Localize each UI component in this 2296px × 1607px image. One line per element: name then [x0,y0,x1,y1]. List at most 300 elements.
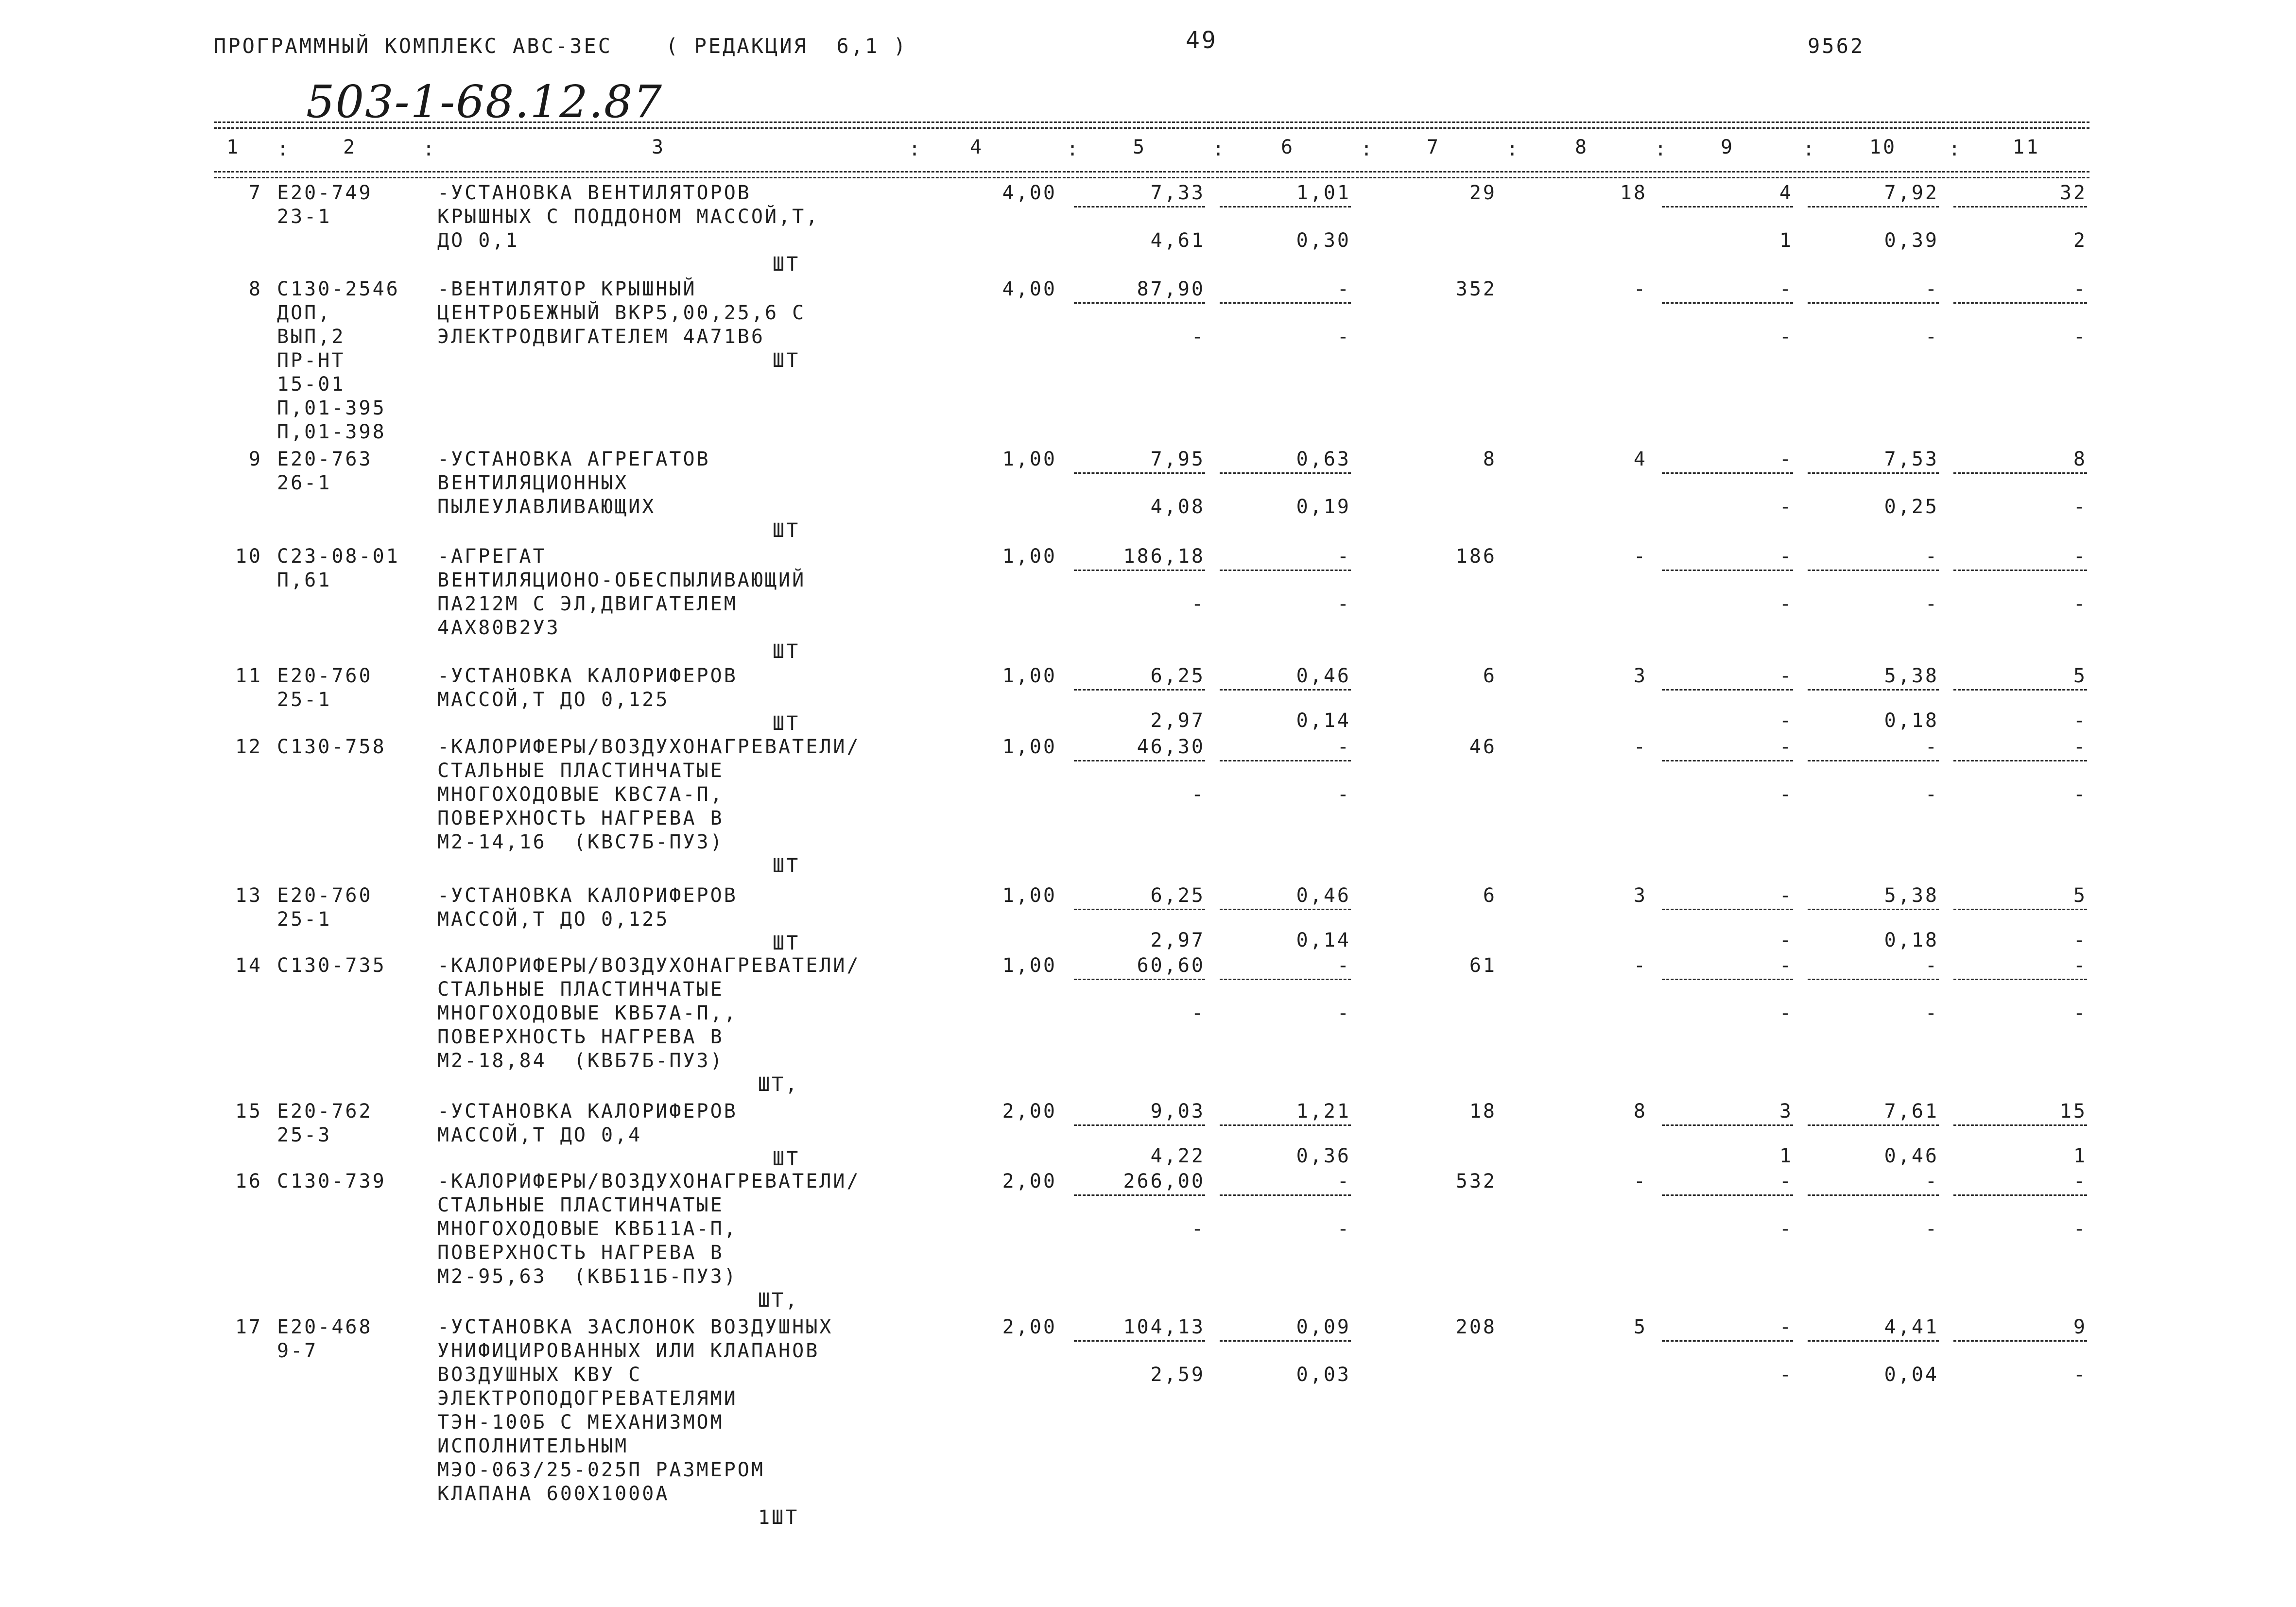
fraction-rule-col10 [1808,472,1939,474]
fraction-rule-col5 [1074,472,1205,474]
column-separator: : [1655,138,1669,160]
cell-col6-lower: - [1337,593,1351,615]
cell-col11: 5 [2073,884,2087,907]
fraction-rule-col6 [1220,1340,1351,1342]
cell-col6: - [1337,954,1351,977]
header-top-rule-2 [214,127,2089,129]
row-description-line: ПОВЕРХНОСТЬ НАГРЕВА В [437,1242,724,1264]
row-code-line: 25-1 [277,908,332,931]
row-description-line: М2-18,84 (КВБ7Б-ПУ3) [437,1050,724,1072]
column-header-4: 4 [969,136,984,158]
cell-col8: - [1633,1170,1647,1192]
cell-col4: 2,00 [1002,1100,1057,1123]
cell-col10: 7,92 [1884,182,1939,204]
cell-col11: 5 [2073,665,2087,687]
cell-col10-lower: 0,46 [1884,1145,1939,1167]
column-separator: : [277,138,291,160]
cell-col11-lower: - [2073,1218,2087,1240]
cell-col10: - [1925,545,1939,568]
cell-col4: 1,00 [1002,884,1057,907]
cell-col5-lower: - [1191,783,1205,806]
row-unit: ШТ [773,712,800,735]
fraction-rule-col5 [1074,1124,1205,1126]
cell-col6-lower: - [1337,326,1351,348]
cell-col5-lower: - [1191,593,1205,615]
cell-col11-lower: - [2073,1002,2087,1024]
row-code-line: 25-3 [277,1124,332,1146]
fraction-rule-col11 [1953,206,2087,207]
cell-col9-lower: - [1779,1218,1793,1240]
cell-col5: 6,25 [1150,665,1205,687]
cell-col11: - [2073,278,2087,300]
cell-col6-lower: - [1337,1218,1351,1240]
cell-col4: 2,00 [1002,1170,1057,1192]
row-code-line: Е20-468 [277,1316,373,1338]
fraction-rule-col9 [1662,1340,1793,1342]
fraction-rule-col10 [1808,689,1939,691]
row-description-line: -УСТАНОВКА АГРЕГАТОВ [437,448,710,470]
row-description-line: ЭЛЕКТРОПОДОГРЕВАТЕЛЯМИ [437,1387,738,1410]
row-number: 8 [248,278,262,300]
fraction-rule-col11 [1953,689,2087,691]
cell-col9-lower: - [1779,709,1793,732]
cell-col6: - [1337,1170,1351,1192]
row-unit: ШТ, [758,1073,799,1096]
row-description-line: МНОГОХОДОВЫЕ КВБ11А-П, [437,1218,738,1240]
column-header-11: 11 [2012,136,2040,158]
cell-col11: 15 [2059,1100,2087,1123]
row-description-line: 4АХ80В2У3 [437,617,560,639]
column-header-10: 10 [1869,136,1897,158]
row-description-line: ИСПОЛНИТЕЛЬНЫМ [437,1435,629,1457]
row-code-line: С130-758 [277,736,386,758]
fraction-rule-col5 [1074,1194,1205,1196]
cell-col4: 1,00 [1002,545,1057,568]
row-number: 11 [235,665,262,687]
row-code-line: ВЫП,2 [277,326,345,348]
document-number: 9562 [1808,34,1865,58]
cell-col9: 3 [1779,1100,1793,1123]
cell-col9: - [1779,448,1793,470]
row-number: 15 [235,1100,262,1123]
fraction-rule-col5 [1074,909,1205,910]
cell-col6-lower: 0,14 [1296,929,1351,951]
cell-col7: 61 [1469,954,1497,977]
cell-col7: 352 [1455,278,1497,300]
fraction-rule-col10 [1808,1340,1939,1342]
cell-col6: - [1337,736,1351,758]
column-header-3: 3 [651,136,666,158]
cell-col5-lower: 2,59 [1150,1364,1205,1386]
cell-col7: 6 [1483,884,1497,907]
row-code-line: ПР-НТ [277,349,345,372]
cell-col10-lower: 0,18 [1884,929,1939,951]
fraction-rule-col5 [1074,1340,1205,1342]
cell-col9: 4 [1779,182,1793,204]
cell-col8: - [1633,278,1647,300]
cell-col11-lower: - [2073,929,2087,951]
cell-col4: 1,00 [1002,448,1057,470]
cell-col11: - [2073,736,2087,758]
row-description-line: М2-14,16 (КВС7Б-ПУ3) [437,831,724,853]
cell-col9-lower: - [1779,929,1793,951]
cell-col9-lower: - [1779,1002,1793,1024]
cell-col10: - [1925,736,1939,758]
row-code-line: ДОП, [277,302,332,324]
row-description-line: -КАЛОРИФЕРЫ/ВОЗДУХОНАГРЕВАТЕЛИ/ [437,1170,861,1192]
cell-col9-lower: - [1779,326,1793,348]
cell-col4: 4,00 [1002,278,1057,300]
column-header-9: 9 [1720,136,1735,158]
cell-col5: 266,00 [1123,1170,1205,1192]
cell-col10-lower: - [1925,783,1939,806]
row-description-line: КЛАПАНА 600Х1000А [437,1483,670,1505]
cell-col6: 0,46 [1296,665,1351,687]
row-description-line: ЭЛЕКТРОДВИГАТЕЛЕМ 4А71В6 [437,326,765,348]
cell-col10-lower: 0,39 [1884,229,1939,252]
row-description-line: -УСТАНОВКА КАЛОРИФЕРОВ [437,665,738,687]
cell-col10-lower: - [1925,1218,1939,1240]
column-header-2: 2 [343,136,357,158]
cell-col6: 1,21 [1296,1100,1351,1123]
cell-col11-lower: 2 [2073,229,2087,252]
cell-col11: 9 [2073,1316,2087,1338]
fraction-rule-col10 [1808,760,1939,761]
cell-col5: 60,60 [1137,954,1205,977]
cell-col11: 32 [2059,182,2087,204]
cell-col6-lower: 0,30 [1296,229,1351,252]
cell-col9: - [1779,1316,1793,1338]
cell-col10: 4,41 [1884,1316,1939,1338]
row-unit: ШТ, [758,1289,799,1312]
fraction-rule-col9 [1662,1194,1793,1196]
cell-col7: 532 [1455,1170,1497,1192]
column-separator: : [1949,138,1963,160]
row-code-line: 9-7 [277,1340,318,1362]
fraction-rule-col6 [1220,979,1351,980]
row-description-line: СТАЛЬНЫЕ ПЛАСТИНЧАТЫЕ [437,1194,724,1216]
fraction-rule-col6 [1220,909,1351,910]
cell-col7: 46 [1469,736,1497,758]
row-unit: 1ШТ [758,1506,799,1529]
cell-col6-lower: 0,14 [1296,709,1351,732]
column-separator: : [1212,138,1226,160]
fraction-rule-col10 [1808,909,1939,910]
column-separator: : [423,138,437,160]
fraction-rule-col11 [1953,302,2087,304]
cell-col5: 7,33 [1150,182,1205,204]
fraction-rule-col6 [1220,689,1351,691]
cell-col6-lower: - [1337,783,1351,806]
row-code-line: Е20-762 [277,1100,373,1123]
row-code-line: П,01-395 [277,397,386,419]
row-description-line: ПОВЕРХНОСТЬ НАГРЕВА В [437,807,724,829]
cell-col7: 18 [1469,1100,1497,1123]
cell-col11: - [2073,1170,2087,1192]
fraction-rule-col6 [1220,760,1351,761]
fraction-rule-col5 [1074,760,1205,761]
row-description-line: -АГРЕГАТ [437,545,547,568]
cell-col9-lower: - [1779,783,1793,806]
row-description-line: ПЫЛЕУЛАВЛИВАЮЩИХ [437,496,656,518]
cell-col9: - [1779,278,1793,300]
row-description-line: ВЕНТИЛЯЦИОНО-ОБЕСПЫЛИВАЮЩИЙ [437,569,806,591]
column-header-1: 1 [226,136,241,158]
row-description-line: МНОГОХОДОВЫЕ КВБ7А-П,, [437,1002,738,1024]
row-description-line: МАССОЙ,Т ДО 0,125 [437,908,670,931]
row-description-line: -ВЕНТИЛЯТОР КРЫШНЫЙ [437,278,697,300]
row-unit: ШТ [773,932,800,954]
cell-col6-lower: 0,19 [1296,496,1351,518]
cell-col7: 29 [1469,182,1497,204]
cell-col9: - [1779,884,1793,907]
header-bottom-rule-2 [214,177,2089,178]
cell-col9: - [1779,665,1793,687]
row-unit: ШТ [773,519,800,542]
row-description-line: СТАЛЬНЫЕ ПЛАСТИНЧАТЫЕ [437,760,724,782]
cell-col5: 104,13 [1123,1316,1205,1338]
row-description-line: ПА212М С ЭЛ,ДВИГАТЕЛЕМ [437,593,738,615]
row-number: 17 [235,1316,262,1338]
cell-col4: 4,00 [1002,182,1057,204]
cell-col11-lower: - [2073,783,2087,806]
column-separator: : [1361,138,1375,160]
column-separator: : [909,138,923,160]
cell-col5-lower: 4,61 [1150,229,1205,252]
row-code-line: П,01-398 [277,421,386,443]
cell-col5: 9,03 [1150,1100,1205,1123]
cell-col4: 1,00 [1002,954,1057,977]
row-description-line: -УСТАНОВКА КАЛОРИФЕРОВ [437,884,738,907]
cell-col10-lower: 0,18 [1884,709,1939,732]
cell-col9: - [1779,736,1793,758]
cell-col4: 2,00 [1002,1316,1057,1338]
fraction-rule-col11 [1953,1124,2087,1126]
cell-col10-lower: 0,25 [1884,496,1939,518]
row-code-line: С23-08-01 [277,545,400,568]
fraction-rule-col9 [1662,760,1793,761]
cell-col8: 8 [1633,1100,1647,1123]
cell-col10: - [1925,278,1939,300]
row-code-line: Е20-760 [277,884,373,907]
row-unit: ШТ [773,640,800,663]
row-unit: ШТ [773,349,800,372]
cell-col8: - [1633,545,1647,568]
row-description-line: -УСТАНОВКА ВЕНТИЛЯТОРОВ [437,182,751,204]
row-number: 9 [248,448,262,470]
fraction-rule-col5 [1074,570,1205,571]
cell-col6-lower: - [1337,1002,1351,1024]
row-code-line: Е20-763 [277,448,373,470]
fraction-rule-col11 [1953,570,2087,571]
program-title: ПРОГРАММНЫЙ КОМПЛЕКС АВС-3ЕС [214,34,613,58]
cell-col6: 1,01 [1296,182,1351,204]
cell-col10-lower: - [1925,593,1939,615]
row-description-line: МАССОЙ,Т ДО 0,4 [437,1124,642,1146]
fraction-rule-col11 [1953,760,2087,761]
fraction-rule-col9 [1662,302,1793,304]
cell-col8: 3 [1633,884,1647,907]
row-code-line: Е20-760 [277,665,373,687]
column-separator: : [1803,138,1817,160]
fraction-rule-col9 [1662,206,1793,207]
row-number: 10 [235,545,262,568]
page-number: 49 [1186,27,1218,54]
cell-col5: 46,30 [1137,736,1205,758]
row-description-line: -УСТАНОВКА ЗАСЛОНОК ВОЗДУШНЫХ [437,1316,833,1338]
cell-col9: - [1779,954,1793,977]
fraction-rule-col6 [1220,302,1351,304]
cell-col11-lower: - [2073,496,2087,518]
cell-col5-lower: 4,22 [1150,1145,1205,1167]
cell-col8: 18 [1620,182,1647,204]
row-description-line: -УСТАНОВКА КАЛОРИФЕРОВ [437,1100,738,1123]
row-code-line: С130-739 [277,1170,386,1192]
column-separator: : [1067,138,1081,160]
row-code-line: С130-2546 [277,278,400,300]
cell-col10: - [1925,1170,1939,1192]
cell-col8: - [1633,736,1647,758]
cell-col11-lower: 1 [2073,1145,2087,1167]
cell-col11-lower: - [2073,326,2087,348]
row-description-line: -КАЛОРИФЕРЫ/ВОЗДУХОНАГРЕВАТЕЛИ/ [437,954,861,977]
cell-col10-lower: 0,04 [1884,1364,1939,1386]
cell-col9-lower: 1 [1779,229,1793,252]
fraction-rule-col9 [1662,979,1793,980]
cell-col5-lower: 2,97 [1150,709,1205,732]
row-description-line: ВОЗДУШНЫХ КВУ С [437,1364,642,1386]
row-unit: ШТ [773,855,800,877]
cell-col10: 7,53 [1884,448,1939,470]
column-header-7: 7 [1426,136,1441,158]
fraction-rule-col10 [1808,206,1939,207]
row-unit: ШТ [773,253,800,276]
handwritten-code: 503-1-68.12.87 [306,76,663,128]
fraction-rule-col11 [1953,979,2087,980]
fraction-rule-col11 [1953,472,2087,474]
column-header-5: 5 [1132,136,1147,158]
row-number: 13 [235,884,262,907]
fraction-rule-col5 [1074,689,1205,691]
cell-col11-lower: - [2073,1364,2087,1386]
cell-col7: 208 [1455,1316,1497,1338]
cell-col10: 7,61 [1884,1100,1939,1123]
row-code-line: 15-01 [277,373,345,396]
column-header-8: 8 [1574,136,1589,158]
cell-col8: - [1633,954,1647,977]
fraction-rule-col9 [1662,570,1793,571]
edition-label: ( РЕДАКЦИЯ 6,1 ) [666,34,908,58]
cell-col6: 0,09 [1296,1316,1351,1338]
cell-col11-lower: - [2073,709,2087,732]
cell-col5-lower: - [1191,1218,1205,1240]
cell-col7: 186 [1455,545,1497,568]
row-description-line: СТАЛЬНЫЕ ПЛАСТИНЧАТЫЕ [437,978,724,1001]
column-header-6: 6 [1280,136,1295,158]
cell-col10-lower: - [1925,326,1939,348]
row-description-line: УНИФИЦИРОВАННЫХ ИЛИ КЛАПАНОВ [437,1340,820,1362]
row-code-line: 23-1 [277,206,332,228]
fraction-rule-col11 [1953,1340,2087,1342]
fraction-rule-col10 [1808,570,1939,571]
fraction-rule-col11 [1953,1194,2087,1196]
row-description-line: М2-95,63 (КВБ11Б-ПУ3) [437,1265,738,1288]
cell-col4: 1,00 [1002,736,1057,758]
cell-col8: 3 [1633,665,1647,687]
row-description-line: ПОВЕРХНОСТЬ НАГРЕВА В [437,1026,724,1048]
cell-col4: 1,00 [1002,665,1057,687]
row-description-line: -КАЛОРИФЕРЫ/ВОЗДУХОНАГРЕВАТЕЛИ/ [437,736,861,758]
row-description-line: КРЫШНЫХ С ПОДДОНОМ МАССОЙ,Т, [437,206,820,228]
row-code-line: 25-1 [277,689,332,711]
fraction-rule-col10 [1808,1194,1939,1196]
fraction-rule-col6 [1220,206,1351,207]
cell-col5-lower: - [1191,326,1205,348]
header-top-rule [214,121,2089,123]
cell-col5: 7,95 [1150,448,1205,470]
fraction-rule-col6 [1220,570,1351,571]
cell-col7: 6 [1483,665,1497,687]
cell-col11: 8 [2073,448,2087,470]
cell-col5-lower: - [1191,1002,1205,1024]
cell-col11-lower: - [2073,593,2087,615]
row-description-line: ДО 0,1 [437,229,519,252]
row-code-line: П,61 [277,569,332,591]
row-description-line: ВЕНТИЛЯЦИОННЫХ [437,472,629,494]
cell-col5: 6,25 [1150,884,1205,907]
fraction-rule-col5 [1074,206,1205,207]
fraction-rule-col5 [1074,302,1205,304]
cell-col6: 0,46 [1296,884,1351,907]
row-description-line: ТЭН-100Б С МЕХАНИЗМОМ [437,1411,724,1434]
cell-col9-lower: 1 [1779,1145,1793,1167]
header-bottom-rule [214,171,2089,173]
row-number: 14 [235,954,262,977]
cell-col5: 87,90 [1137,278,1205,300]
cell-col7: 8 [1483,448,1497,470]
fraction-rule-col9 [1662,1124,1793,1126]
row-code-line: С130-735 [277,954,386,977]
cell-col8: 5 [1633,1316,1647,1338]
cell-col9-lower: - [1779,1364,1793,1386]
cell-col11: - [2073,545,2087,568]
row-number: 12 [235,736,262,758]
row-code-line: 26-1 [277,472,332,494]
cell-col6: - [1337,545,1351,568]
fraction-rule-col6 [1220,1124,1351,1126]
row-description-line: МНОГОХОДОВЫЕ КВС7А-П, [437,783,724,806]
cell-col10: - [1925,954,1939,977]
cell-col10-lower: - [1925,1002,1939,1024]
fraction-rule-col10 [1808,979,1939,980]
fraction-rule-col10 [1808,1124,1939,1126]
cell-col6-lower: 0,36 [1296,1145,1351,1167]
fraction-rule-col10 [1808,302,1939,304]
fraction-rule-col9 [1662,909,1793,910]
cell-col10: 5,38 [1884,884,1939,907]
fraction-rule-col11 [1953,909,2087,910]
cell-col9-lower: - [1779,496,1793,518]
cell-col10: 5,38 [1884,665,1939,687]
cell-col11: - [2073,954,2087,977]
cell-col5-lower: 4,08 [1150,496,1205,518]
row-description-line: ЦЕНТРОБЕЖНЫЙ ВКР5,00,25,6 С [437,302,806,324]
cell-col9-lower: - [1779,593,1793,615]
cell-col6: 0,63 [1296,448,1351,470]
cell-col6: - [1337,278,1351,300]
cell-col6-lower: 0,03 [1296,1364,1351,1386]
row-code-line: Е20-749 [277,182,373,204]
